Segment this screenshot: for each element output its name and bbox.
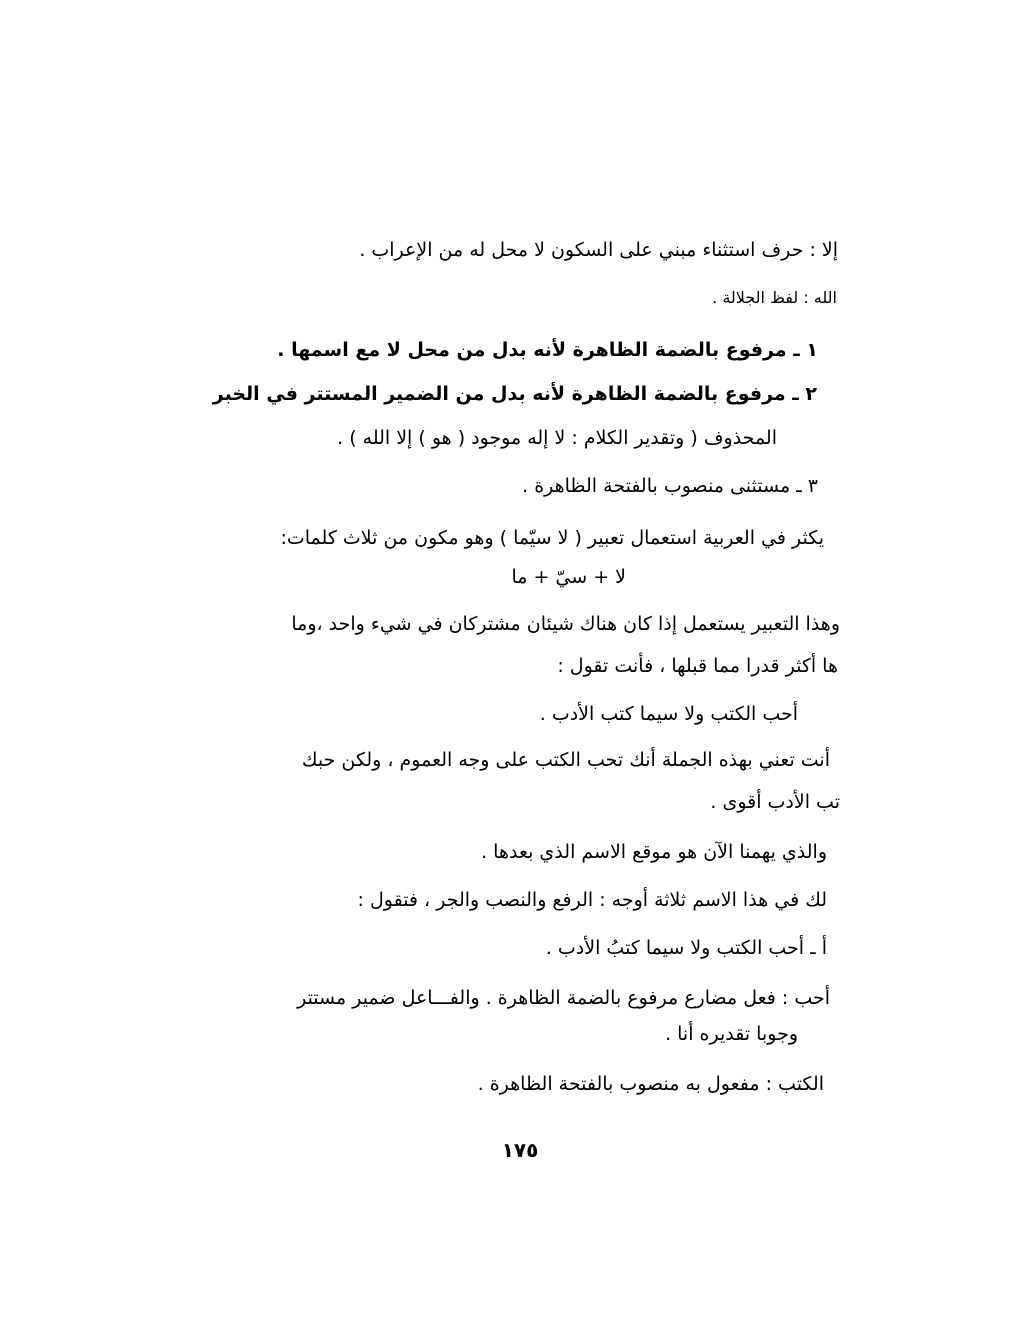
parsing-al-kutub: الكتب : مفعول به منصوب بالفتحة الظاهرة .	[477, 1073, 824, 1095]
list-item-2-continuation: المحذوف ( وتقدير الكلام : لا إله موجود ( هو ) إلا الله ) .	[337, 427, 777, 449]
paragraph-three-cases: لك في هذا الاسم ثلاثة أوجه : الرفع والنصب والجر ، فتقول :	[357, 889, 827, 911]
paragraph-position: والذي يهمنا الآن هو موقع الاسم الذي بعدها .	[481, 841, 827, 863]
text-line-allah: الله : لفظ الجلالة .	[712, 288, 837, 307]
formula-line: لا + سيّ + ما	[511, 566, 626, 588]
paragraph-meaning-line-1: أنت تعني بهذه الجملة أنك تحب الكتب على وجه العموم ، ولكن حبك	[301, 749, 830, 771]
parsing-ahibbu-line-1: أحب : فعل مضارع مرفوع بالضمة الظاهرة . والفـــاعل ضمير مستتر	[297, 987, 830, 1009]
list-item-text: مرفوع بالضمة الظاهرة لأنه بدل من الضمير المستتر في الخبر	[212, 383, 786, 405]
list-number: ١ ـ	[786, 339, 818, 361]
paragraph-usage-line-1: وهذا التعبير يستعمل إذا كان هناك شيئان مشتركان في شيء واحد ،وما	[291, 613, 840, 635]
parsing-ahibbu-line-2: وجوبا تقديره أنا .	[665, 1023, 798, 1045]
paragraph-meaning-line-2: تب الأدب أقوى .	[710, 791, 840, 813]
list-item-3	[522, 472, 818, 500]
list-number: ٢ ـ	[785, 383, 817, 405]
page-number: ١٧٥	[501, 1138, 539, 1162]
list-number: ٣ ـ	[790, 475, 818, 497]
text-line-illa: إلا : حرف استثناء مبني على السكون لا محل له من الإعراب .	[359, 239, 838, 261]
list-item-text: مستثنى منصوب بالفتحة الظاهرة .	[522, 475, 791, 497]
list-item-1	[277, 336, 818, 364]
paragraph-usage-line-2: ها أكثر قدرا مما قبلها ، فأنت تقول :	[557, 655, 838, 677]
list-item-2	[213, 380, 817, 408]
paragraph-la-siyyama-intro: يكثر في العربية استعمال تعبير ( لا سيّما ) وهو مكون من ثلاث كلمات:	[280, 527, 824, 549]
example-a-raf: أ ـ أحب الكتب ولا سيما كتبُ الأدب .	[545, 937, 827, 959]
list-item-text: مرفوع بالضمة الظاهرة لأنه بدل من محل لا مع اسمها .	[277, 339, 787, 361]
example-sentence: أحب الكتب ولا سيما كتب الأدب .	[539, 703, 798, 725]
